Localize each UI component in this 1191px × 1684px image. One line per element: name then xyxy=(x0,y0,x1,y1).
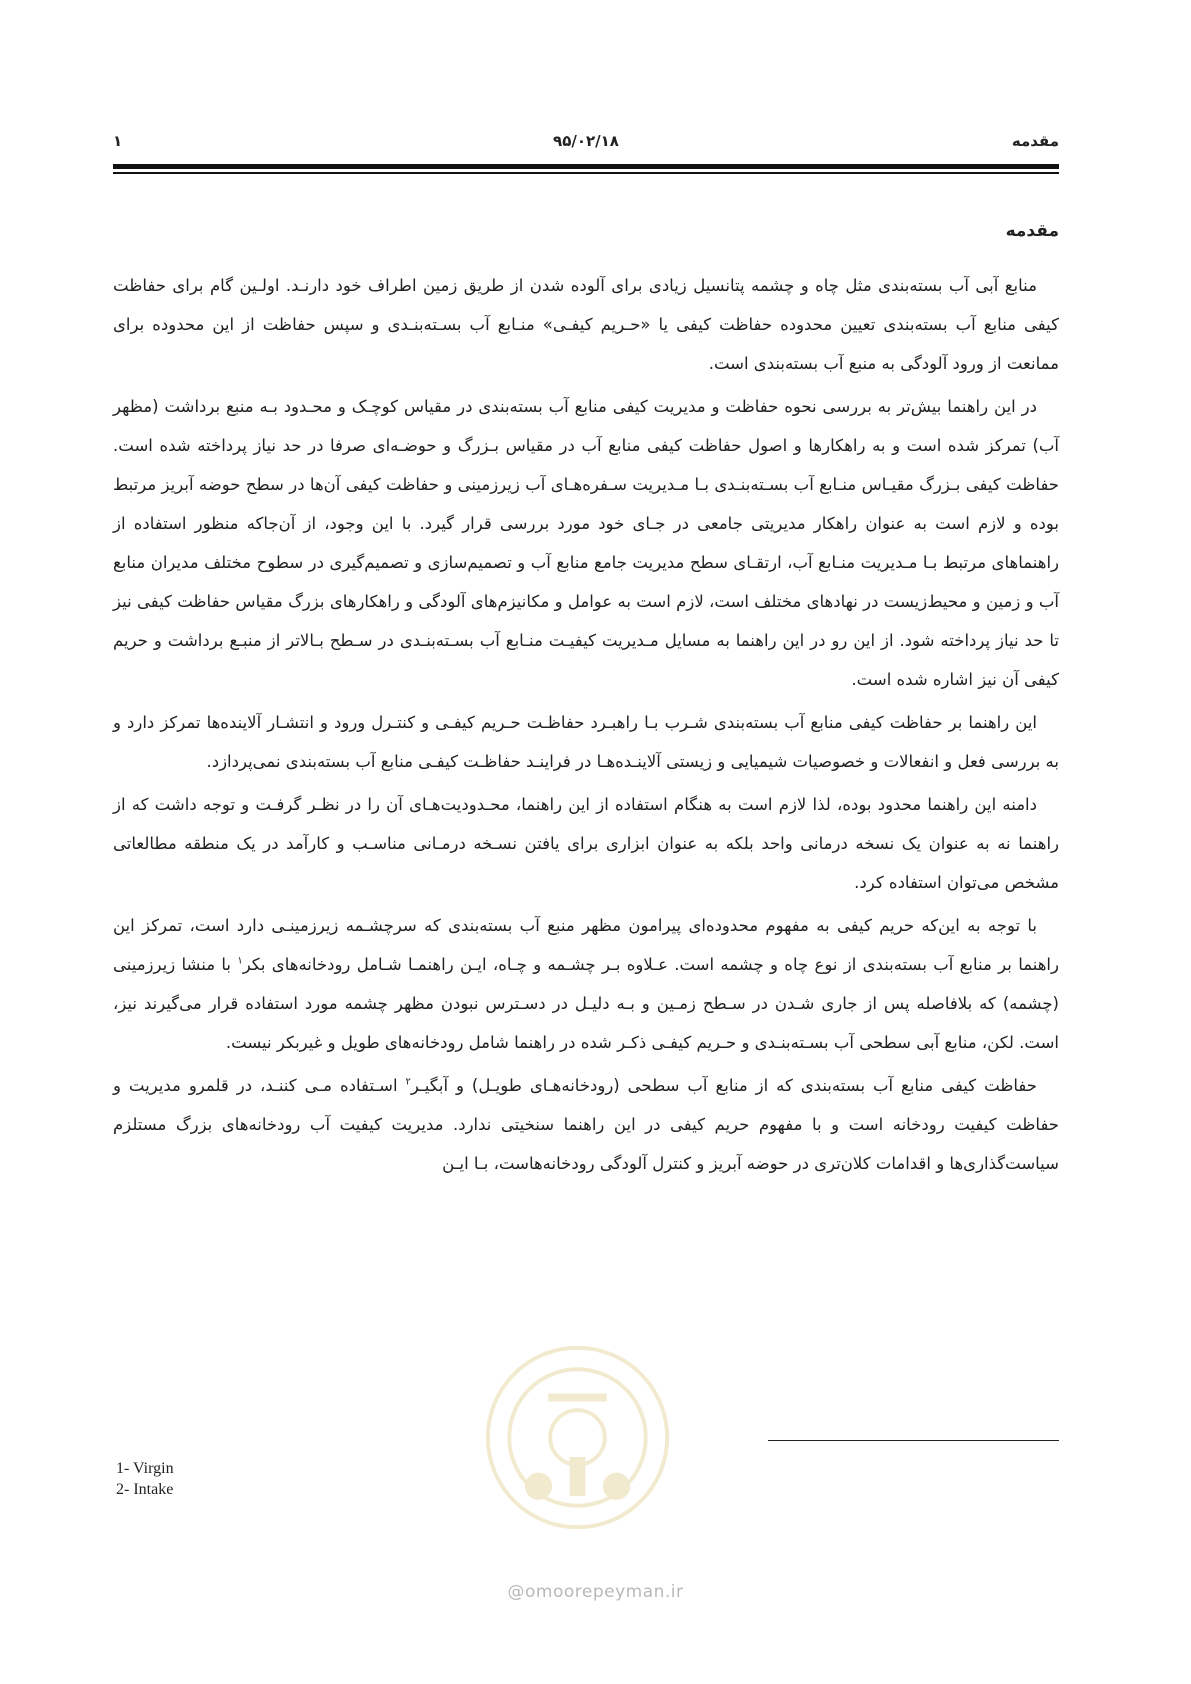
footnote-1: 1- Virgin xyxy=(116,1460,174,1477)
section-title: مقدمه xyxy=(1005,221,1059,241)
header-date: ۹۵/۰۲/۱۸ xyxy=(553,132,619,150)
paragraph-4: دامنه این راهنما محدود بوده، لذا لازم است به هنگام استفاده از این راهنما، محـدودیت‌هـای آن را در نظـر گرفـت و توجه داشت که از راهنما نه به عنوان یک نسخه درمانی واحد بلکه به عنوان ابزاری برای یافتن نسـخه درمـانی مناسـب و کارآمد در یک منطقه مطالعاتی مشخص می‌توان استفاده کرد. xyxy=(113,795,1059,892)
footnotes xyxy=(116,1458,174,1500)
paragraph-6-text-b: اسـتفاده مـی کننـد، در قلمرو مدیریت و حفاظت کیفیت رودخانه است و با مفهوم حریم کیفی در این راهنما سنخیتی ندارد. مدیریت کیفیت آب رودخانه‌های بزرگ مستلزم سیاست‌گذاری‌ها و اقدامات کلان‌تری در حوضه آبریز و کنترل آلودگی رودخانه‌هاست، بـا ایـن xyxy=(113,1076,1059,1173)
footnote-ref-1: ۱ xyxy=(237,955,243,967)
page-number: ۱ xyxy=(113,132,123,150)
header-title: مقدمه xyxy=(1011,132,1059,150)
document-body xyxy=(113,216,1059,1187)
footnote-2: 2- Intake xyxy=(116,1481,174,1498)
paragraph-6-text-a: حفاظت کیفی منابع آب بسته‌بندی که از منابع آب سطحی (رودخانه‌هـای طویـل) و آبگیـر xyxy=(410,1076,1037,1095)
watermark-text: @omoorepeyman.ir xyxy=(507,1582,684,1602)
paragraph-3: این راهنما بر حفاظت کیفی منابع آب بسته‌بندی شـرب بـا راهبـرد حفاظـت حـریم کیفـی و کنتـرل ورود و انتشـار آلاینده‌ها تمرکز دارد و به بررسی فعل و انفعالات و خصوصیات شیمیایی و زیستی آلاینـده‌هـا در فراینـد حفاظـت کیفـی منابع آب بسته‌بندی نمی‌پردازد. xyxy=(113,713,1059,771)
header-rule-thick xyxy=(113,164,1059,169)
header-rule-thin xyxy=(113,172,1059,174)
paragraph-5-text-a: با توجه به این‌که حریم کیفی به مفهوم محدوده‌ای پیرامون مظهر منبع آب بسته‌بندی که سرچشـمه زیرزمینـی دارد است، تمرکز این راهنما بر منابع آب بسته‌بندی از نوع چاه و چشمه است. عـلاوه بـر چشـمه و چـاه، ایـن راهنمـا شـامل رودخانه‌های بکر xyxy=(113,916,1059,974)
seal-watermark-icon xyxy=(480,1340,675,1535)
paragraph-6 xyxy=(113,1066,1059,1183)
paragraph-5 xyxy=(113,906,1059,1062)
footnote-separator xyxy=(768,1440,1059,1441)
paragraph-2: در این راهنما بیش‌تر به بررسی نحوه حفاظت و مدیریت کیفی منابع آب بسته‌بندی در مقیاس کوچـک و محـدود بـه منبع برداشت (مظهر آب) تمرکز شده است و به راهکارها و اصول حفاظت کیفی منابع آب در مقیاس بـزرگ و حوضـه‌ای صرفا در حد نیاز پرداخته شده است. حفاظت کیفی بـزرگ مقیـاس منـابع آب بسـته‌بنـدی بـا مـدیریت سـفره‌هـای آب زیرزمینی و حفاظت کیفی آن‌ها در سطح حوضه آبریز مرتبط بوده و لازم است به عنوان راهکار مدیریتی جامعی در جـای خود مورد بررسی قرار گیرد. با این وجود، از آن‌جاکه منظور استفاده از راهنماهای مرتبط بـا مـدیریت منـابع آب، ارتقـای سطح مدیریت جامع منابع آب و تصمیم‌سازی و تصمیم‌گیری در سطوح مختلف مدیران منابع آب و زمین و محیط‌زیست در نهادهای مختلف است، لازم است به عوامل و مکانیزم‌های آلودگی و راهکارهای بزرگ مقیاس حفاظت کیفی نیز تا حد نیاز پرداخته شود. از این رو در این راهنما به مسایل مـدیریت کیفیـت منـابع آب بسـته‌بنـدی در سـطح بـالاتر از منبـع برداشت و حریم کیفی آن نیز اشاره شده است. xyxy=(113,397,1059,689)
page-header xyxy=(113,130,1059,154)
paragraph-1: منابع آبی آب بسته‌بندی مثل چاه و چشمه پتانسیل زیادی برای آلوده شدن از طریق زمین اطراف خود دارنـد. اولـین گام برای حفاظت کیفی منابع آب بسته‌بندی تعیین محدوده حفاظت کیفی یا «حـریم کیفـی» منـابع آب بسـته‌بنـدی و سپس حفاظت از این محدوده برای ممانعت از ورود آلودگی به منبع آب بسته‌بندی است. xyxy=(113,276,1059,373)
paragraph-5-text-b: با منشا زیرزمینی (چشمه) که بلافاصله پس از جاری شـدن در سـطح زمـین و بـه دلیـل در دسـترس نبودن مظهر چشمه مورد استفاده قرار می‌گیرند نیز، است. لکن، منابع آبی سطحی آب بسـته‌بنـدی و حـریم کیفـی ذکـر شده در راهنما شامل رودخانه‌های طویل و غیربکر نیست. xyxy=(113,955,1059,1052)
footnote-ref-2: ۲ xyxy=(405,1076,411,1088)
